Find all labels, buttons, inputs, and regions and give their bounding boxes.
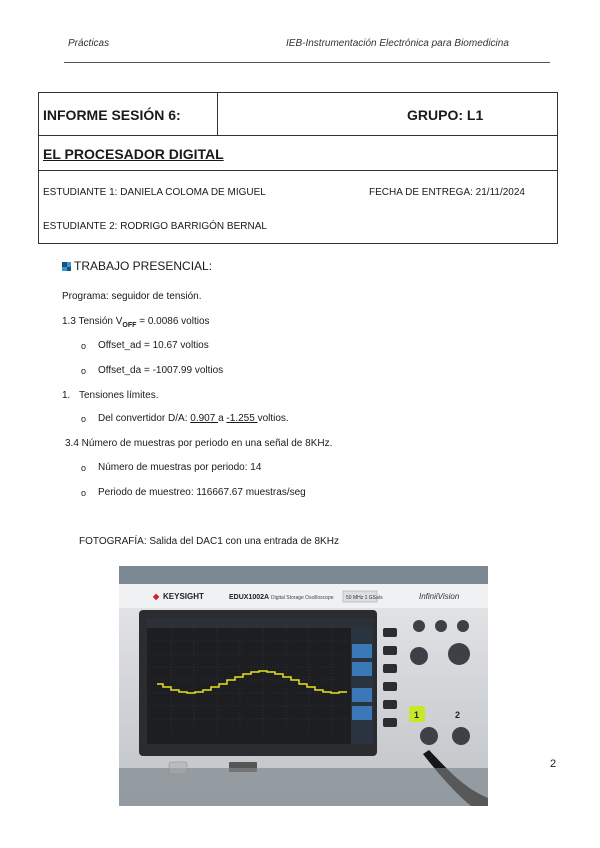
section-title: TRABAJO PRESENCIAL: (74, 259, 213, 273)
section-heading (62, 259, 212, 273)
spec-text: 50 MHz 1 GSa/s (346, 595, 383, 601)
model-text: EDUX1002A (229, 594, 270, 601)
series-text: InfiniiVision (419, 592, 460, 601)
converter-unit: voltios. (257, 413, 289, 424)
group-label: GRUPO: L1 (407, 107, 484, 123)
channel-1-label: 1 (414, 710, 420, 720)
report-title: INFORME SESIÓN 6: (43, 107, 181, 123)
converter-line (98, 413, 289, 424)
delivery-date: FECHA DE ENTREGA: 21/11/2024 (369, 187, 525, 198)
report-subtitle: EL PROCESADOR DIGITAL (43, 146, 224, 162)
header-course: Prácticas (68, 38, 110, 49)
converter-label: Del convertidor D/A: (98, 413, 191, 424)
offset-ad: Offset_ad = 10.67 voltios (98, 340, 209, 351)
voff-line (62, 316, 210, 329)
oscilloscope-photo (119, 566, 488, 806)
voff-label: 1.3 Tensión V (62, 316, 123, 327)
info-row-subtitle (39, 135, 557, 171)
colored-square-icon (62, 262, 71, 271)
converter-min: -1.255 (226, 413, 258, 424)
info-table (38, 92, 558, 244)
sampling-period: Periodo de muestreo: 116667.67 muestras/seg (98, 487, 306, 498)
header-subject: IEB-Instrumentación Electrónica para Biomedicina (286, 38, 509, 49)
student-1: ESTUDIANTE 1: DANIELA COLOMA DE MIGUEL (43, 187, 266, 198)
samples-heading: 3.4 Número de muestras por periodo en una señal de 8KHz. (65, 438, 333, 449)
header-rule (64, 62, 550, 63)
model-desc-text: Digital Storage Oscilloscope (271, 595, 334, 601)
bullet-icon: o (81, 414, 87, 424)
svg-text:◆: ◆ (153, 592, 160, 601)
converter-sep: a (218, 413, 227, 424)
program-line: Programa: seguidor de tensión. (62, 291, 202, 302)
cell-divider (217, 93, 218, 135)
oscilloscope-illustration (119, 566, 488, 806)
offset-da: Offset_da = -1007.99 voltios (98, 365, 224, 376)
bullet-icon: o (81, 463, 87, 473)
photo-caption: FOTOGRAFÍA: Salida del DAC1 con una entrada de 8KHz (79, 536, 339, 547)
converter-max: 0.907 (190, 413, 219, 424)
brand-logo-text: KEYSIGHT (163, 592, 204, 601)
limits-heading: Tensiones límites. (79, 390, 159, 401)
student-2: ESTUDIANTE 2: RODRIGO BARRIGÓN BERNAL (43, 221, 267, 232)
bullet-icon: o (81, 341, 87, 351)
page-number: 2 (550, 758, 557, 770)
samples-per-period: Número de muestras por periodo: 14 (98, 462, 262, 473)
channel-2-label: 2 (455, 710, 461, 720)
bullet-icon: o (81, 366, 87, 376)
limits-number: 1. (62, 390, 71, 401)
bullet-icon: o (81, 488, 87, 498)
voff-value: = 0.0086 voltios (136, 316, 210, 327)
voff-subscript: OFF (122, 322, 137, 329)
info-row-title (39, 93, 557, 136)
